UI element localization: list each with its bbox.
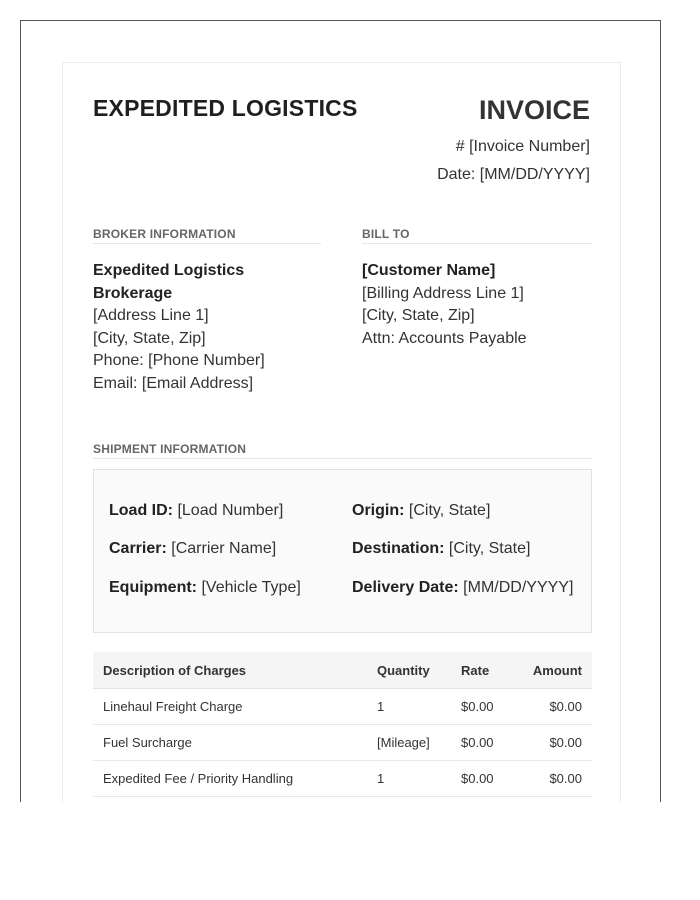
broker-city-state-zip: [City, State, Zip] bbox=[93, 329, 206, 347]
charges-table bbox=[93, 652, 592, 797]
origin-label: Origin: bbox=[352, 502, 405, 519]
carrier-label: Carrier: bbox=[109, 540, 167, 557]
bill-to-block bbox=[362, 260, 592, 350]
delivery-date-field bbox=[352, 579, 573, 597]
origin-field bbox=[352, 502, 490, 520]
shipment-information-box bbox=[93, 469, 592, 633]
broker-phone: Phone: [Phone Number] bbox=[93, 352, 265, 369]
bill-to-heading: BILL TO bbox=[362, 227, 592, 244]
column-header-description: Description of Charges bbox=[93, 652, 377, 689]
charge-amount: $0.00 bbox=[521, 689, 592, 725]
origin-value: [City, State] bbox=[408, 502, 491, 519]
charge-quantity: 1 bbox=[377, 761, 461, 797]
column-header-quantity: Quantity bbox=[377, 652, 461, 689]
invoice-page bbox=[20, 20, 661, 802]
column-header-amount: Amount bbox=[521, 652, 592, 689]
broker-information-block bbox=[93, 260, 293, 395]
invoice-date: Date: [MM/DD/YYYY] bbox=[437, 166, 590, 183]
charges-header-row bbox=[93, 652, 592, 689]
table-row bbox=[93, 725, 592, 761]
carrier-value: [Carrier Name] bbox=[171, 540, 277, 557]
equipment-field bbox=[109, 579, 301, 597]
charge-description: Fuel Surcharge bbox=[93, 725, 377, 761]
broker-information-heading: BROKER INFORMATION bbox=[93, 227, 321, 244]
invoice-card bbox=[62, 62, 621, 803]
destination-value: [City, State] bbox=[448, 540, 531, 557]
broker-name-line-2: Brokerage bbox=[93, 284, 173, 302]
broker-email: Email: [Email Address] bbox=[93, 374, 254, 392]
bill-to-city-state-zip: [City, State, Zip] bbox=[362, 307, 475, 324]
charge-description: Linehaul Freight Charge bbox=[93, 689, 377, 725]
delivery-date-label: Delivery Date: bbox=[352, 579, 459, 596]
load-id-field bbox=[109, 502, 283, 520]
charge-rate: $0.00 bbox=[461, 761, 521, 797]
carrier-field bbox=[109, 540, 276, 558]
invoice-number: # [Invoice Number] bbox=[455, 138, 590, 155]
table-row bbox=[93, 761, 592, 797]
charge-quantity: 1 bbox=[377, 689, 461, 725]
table-row bbox=[93, 689, 592, 725]
delivery-date-value: [MM/DD/YYYY] bbox=[463, 579, 574, 596]
charge-description: Expedited Fee / Priority Handling bbox=[93, 761, 377, 797]
charge-rate: $0.00 bbox=[461, 689, 521, 725]
charge-quantity: [Mileage] bbox=[377, 725, 461, 761]
shipment-information-heading: SHIPMENT INFORMATION bbox=[93, 442, 592, 459]
charge-amount: $0.00 bbox=[521, 725, 592, 761]
broker-name-line-1: Expedited Logistics bbox=[93, 262, 245, 279]
equipment-value: [Vehicle Type] bbox=[201, 579, 301, 596]
load-id-label: Load ID: bbox=[109, 502, 173, 519]
load-id-value: [Load Number] bbox=[177, 502, 284, 519]
charge-amount: $0.00 bbox=[521, 761, 592, 797]
invoice-title: INVOICE bbox=[478, 95, 590, 125]
charge-rate: $0.00 bbox=[461, 725, 521, 761]
company-name: EXPEDITED LOGISTICS bbox=[93, 95, 358, 121]
billing-address-line: [Billing Address Line 1] bbox=[362, 284, 524, 302]
column-header-rate: Rate bbox=[461, 652, 521, 689]
equipment-label: Equipment: bbox=[109, 579, 197, 596]
broker-address-line: [Address Line 1] bbox=[93, 307, 209, 324]
destination-label: Destination: bbox=[352, 540, 445, 557]
bill-to-attention: Attn: Accounts Payable bbox=[362, 329, 527, 347]
customer-name: [Customer Name] bbox=[362, 262, 496, 279]
destination-field bbox=[352, 540, 530, 558]
